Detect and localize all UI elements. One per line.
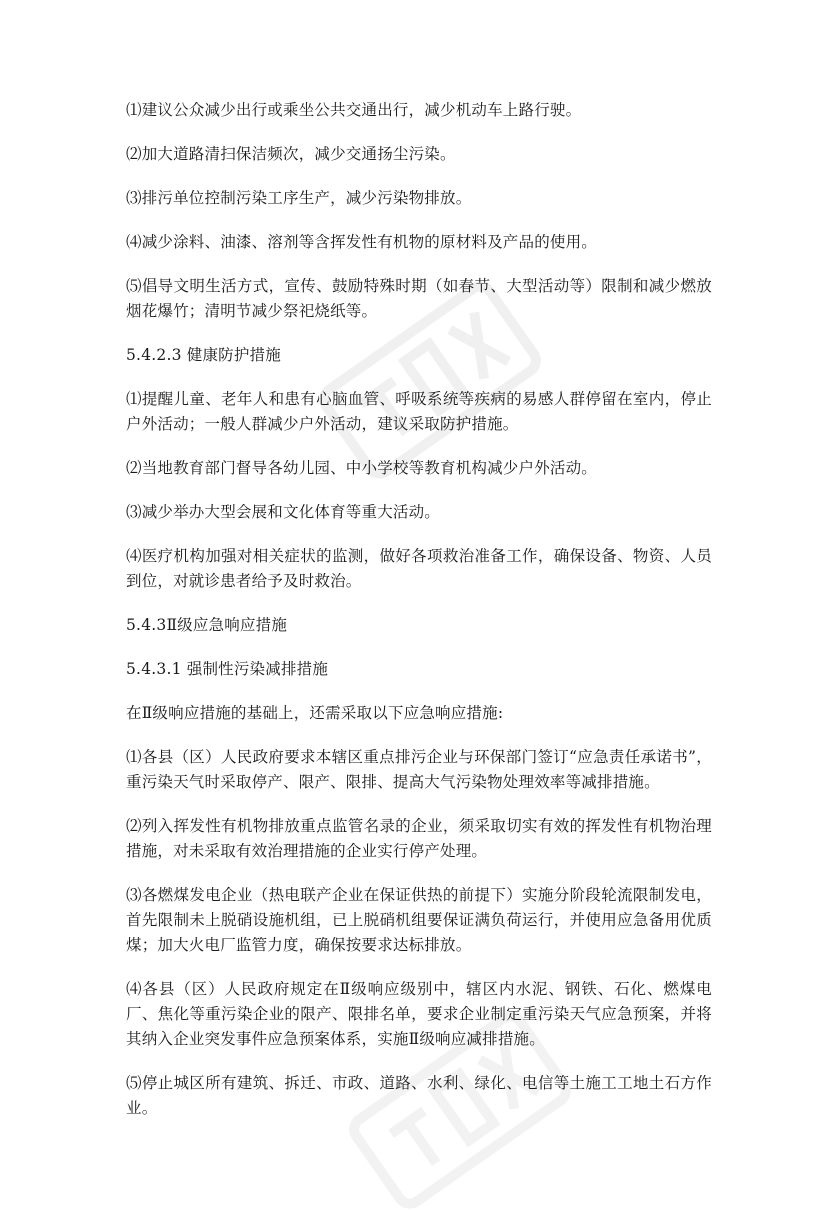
paragraph-item: ⑸倡导文明生活方式，宣传、鼓励特殊时期（如春节、大型活动等）限制和减少燃放烟花爆竹；清明节减少祭祀烧纸等。 bbox=[126, 277, 712, 320]
paragraph-item: ⑵列入挥发性有机物排放重点监管名录的企业，须采取切实有效的挥发性有机物治理措施，对未采取有效治理措施的企业实行停产处理。 bbox=[126, 817, 712, 860]
section-heading: 5.4.2.3 健康防护措施 bbox=[126, 346, 281, 364]
paragraph-item: ⑶各燃煤发电企业（热电联产企业在保证供热的前提下）实施分阶段轮流限制发电，首先限制未上脱硝设施机组，已上脱硝机组要保证满负荷运行，并使用应急备用优质煤；加大火电厂监管力度，确保按要求达标排放。 bbox=[126, 886, 712, 954]
section-heading: 5.4.3.1 强制性污染减排措施 bbox=[126, 660, 329, 678]
paragraph-item: ⑷医疗机构加强对相关症状的监测，做好各项救治准备工作，确保设备、物资、人员到位，对就诊患者给予及时救治。 bbox=[126, 547, 712, 590]
paragraph-item: ⑷减少涂料、油漆、溶剂等含挥发性有机物的原材料及产品的使用。 bbox=[126, 233, 598, 251]
section-heading: 5.4.3Ⅱ级应急响应措施 bbox=[126, 616, 288, 634]
paragraph-item: ⑴建议公众减少出行或乘坐公共交通出行，减少机动车上路行驶。 bbox=[126, 101, 582, 119]
paragraph-item: ⑵当地教育部门督导各幼儿园、中小学校等教育机构减少户外活动。 bbox=[126, 459, 598, 477]
paragraph-item: ⑴各县（区）人民政府要求本辖区重点排污企业与环保部门签订“应急责任承诺书”，重污染天气时采取停产、限产、限排、提高大气污染物处理效率等减排措施。 bbox=[126, 748, 712, 791]
paragraph-item: ⑴提醒儿童、老年人和患有心脑血管、呼吸系统等疾病的易感人群停留在室内，停止户外活动；一般人群减少户外活动，建议采取防护措施。 bbox=[126, 390, 712, 433]
document-body bbox=[126, 98, 712, 1140]
paragraph-item: ⑶排污单位控制污染工序生产，减少污染物排放。 bbox=[126, 189, 472, 207]
paragraph-item: ⑶减少举办大型会展和文化体育等重大活动。 bbox=[126, 503, 441, 521]
paragraph-item: ⑷各县（区）人民政府规定在Ⅱ级响应级别中，辖区内水泥、钢铁、石化、燃煤电厂、焦化等重污染企业的限产、限排名单，要求企业制定重污染天气应急预案，并将其纳入企业突发事件应急预案体系，实施Ⅱ级响应减排措施。 bbox=[126, 980, 712, 1048]
paragraph-item: 在Ⅱ级响应措施的基础上，还需采取以下应急响应措施: bbox=[126, 704, 504, 722]
paragraph-item: ⑸停止城区所有建筑、拆迁、市政、道路、水利、绿化、电信等土施工工地土石方作业。 bbox=[126, 1074, 712, 1117]
paragraph-item: ⑵加大道路清扫保洁频次，减少交通扬尘污染。 bbox=[126, 145, 456, 163]
